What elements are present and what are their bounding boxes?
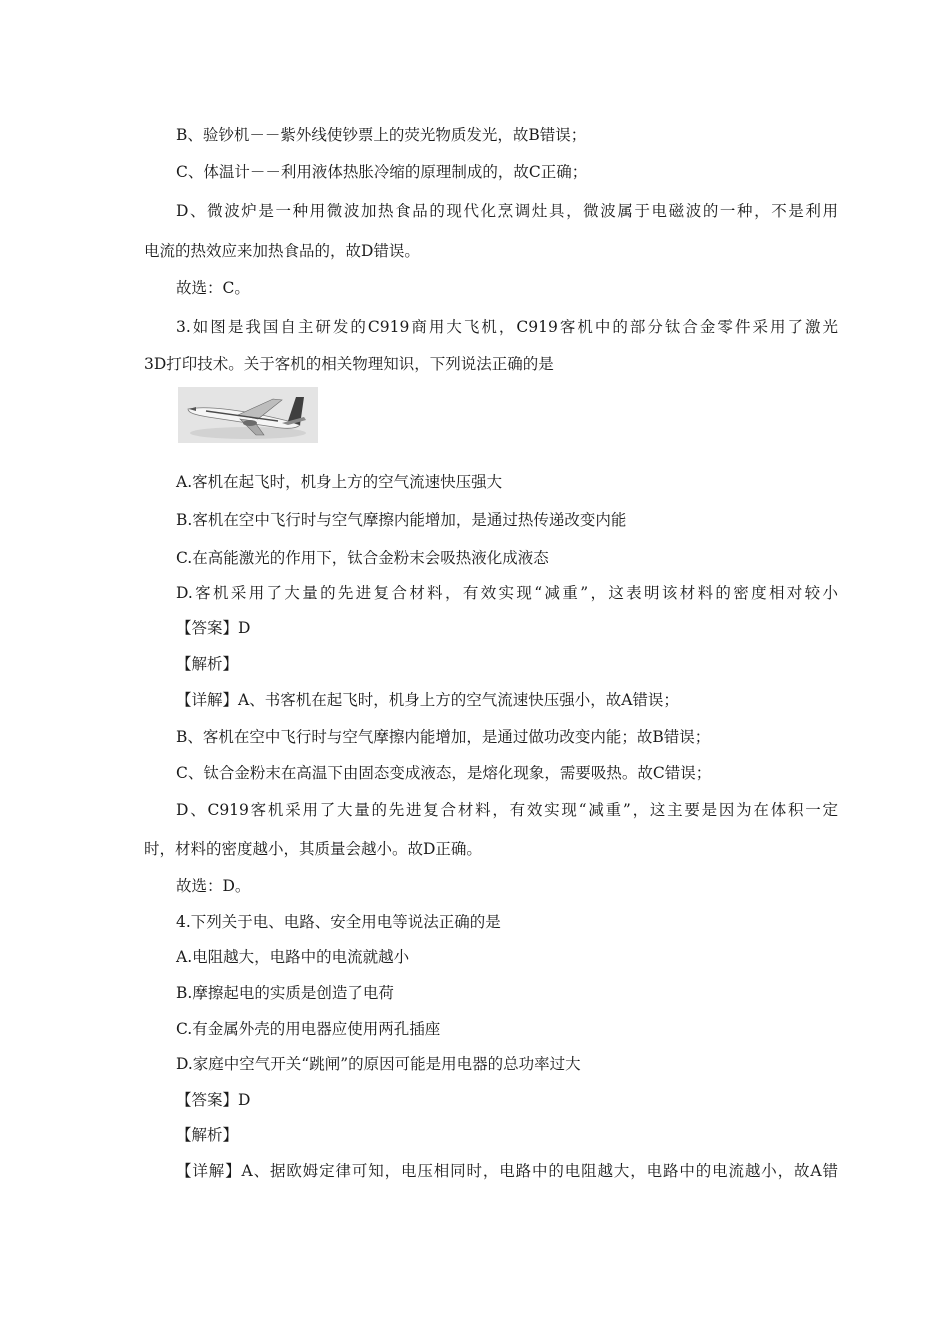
text-line: 【详解】A、书客机在起飞时，机身上方的空气流速快压强小，故A错误； <box>176 691 679 709</box>
text-line: 3D打印技术。关于客机的相关物理知识，下列说法正确的是 <box>144 355 554 373</box>
option-d: D.家庭中空气开关“跳闸”的原因可能是用电器的总功率过大 <box>176 1055 581 1073</box>
c919-airplane-image <box>178 387 318 443</box>
text-line: 故选：D。 <box>176 877 251 895</box>
text-line: 电流的热效应来加热食品的，故D错误。 <box>144 242 420 260</box>
text-line: B、验钞机－－紫外线使钞票上的荧光物质发光，故B错误； <box>176 126 587 144</box>
text-line: D、微波炉是一种用微波加热食品的现代化烹调灶具，微波属于电磁波的一种，不是利用 <box>176 202 838 220</box>
text-line: 时，材料的密度越小，其质量会越小。故D正确。 <box>144 840 482 858</box>
option-c: C.有金属外壳的用电器应使用两孔插座 <box>176 1020 441 1038</box>
answer-label: 【答案】D <box>176 1091 251 1109</box>
text-line: 【详解】A、据欧姆定律可知，电压相同时，电路中的电阻越大，电路中的电流越小，故A错 <box>176 1162 838 1180</box>
text-line: C、钛合金粉末在高温下由固态变成液态，是熔化现象，需要吸热。故C错误； <box>176 764 712 782</box>
text-line: B、客机在空中飞行时与空气摩擦内能增加，是通过做功改变内能；故B错误； <box>176 728 711 746</box>
option-c: C.在高能激光的作用下，钛合金粉末会吸热液化成液态 <box>176 549 549 567</box>
question-4: 4.下列关于电、电路、安全用电等说法正确的是 <box>176 913 501 931</box>
text-line: 3.如图是我国自主研发的C919商用大飞机，C919客机中的部分钛合金零件采用了激光 <box>176 318 838 336</box>
option-a: A.电阻越大，电路中的电流就越小 <box>176 948 410 966</box>
option-a: A.客机在起飞时，机身上方的空气流速快压强大 <box>176 473 503 491</box>
airplane-icon <box>178 387 318 443</box>
text-line: D、C919客机采用了大量的先进复合材料，有效实现“减重”，这主要是因为在体积一定 <box>176 801 838 819</box>
option-b: B.客机在空中飞行时与空气摩擦内能增加，是通过热传递改变内能 <box>176 511 627 529</box>
analysis-label: 【解析】 <box>176 1126 239 1144</box>
analysis-label: 【解析】 <box>176 655 239 673</box>
text-line: 故选：C。 <box>176 279 250 297</box>
option-b: B.摩擦起电的实质是创造了电荷 <box>176 984 394 1002</box>
option-d: D.客机采用了大量的先进复合材料，有效实现“减重”，这表明该材料的密度相对较小 <box>176 584 838 602</box>
text-line: C、体温计－－利用液体热胀冷缩的原理制成的，故C正确； <box>176 163 588 181</box>
answer-label: 【答案】D <box>176 619 251 637</box>
